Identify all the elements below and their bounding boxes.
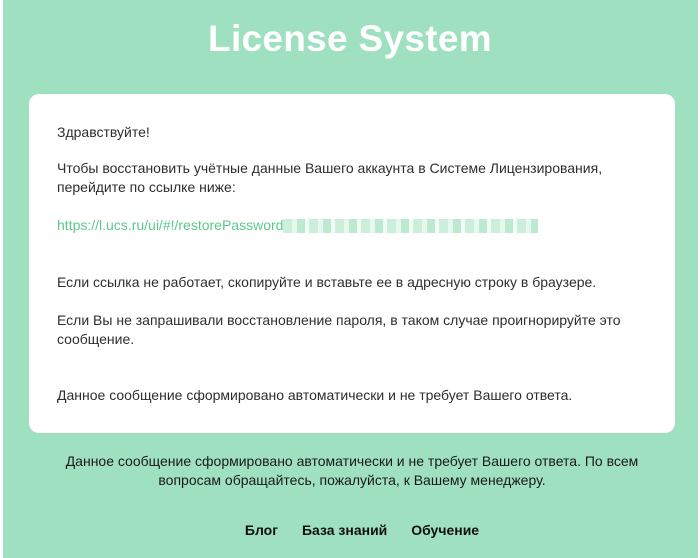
auto-message-text: Данное сообщение сформировано автоматически и не требует Вашего ответа. — [57, 387, 573, 403]
ignore-text: Если Вы не запрашивали восстановление пароля, в таком случае проигнорируйте это сообщение. — [57, 312, 621, 347]
footer-link-blog[interactable]: Блог — [244, 522, 279, 538]
footer-links — [0, 522, 700, 538]
instruction-text: Чтобы восстановить учётные данные Вашего аккаунта в Системе Лицензирования, перейдите по ссылке ниже: — [57, 160, 603, 195]
footer-note: Данное сообщение сформировано автоматически и не требует Вашего ответа. По всем вопросам обращайтесь, пожалуйста, к Вашему менеджеру. — [65, 453, 639, 488]
reset-password-link[interactable]: https://l.ucs.ru/ui/#!/restorePassword — [57, 217, 284, 233]
page-title: License System — [208, 18, 492, 59]
fallback-text: Если ссылка не работает, скопируйте и вставьте ее в адресную строку в браузере. — [57, 274, 597, 290]
footer-link-training[interactable]: Обучение — [411, 522, 480, 538]
email-card — [29, 94, 675, 433]
reset-link-line — [57, 216, 627, 235]
redacted-token — [283, 219, 538, 233]
footer-link-knowledge-base[interactable]: База знаний — [301, 522, 388, 538]
greeting-text: Здравствуйте! — [57, 124, 150, 140]
